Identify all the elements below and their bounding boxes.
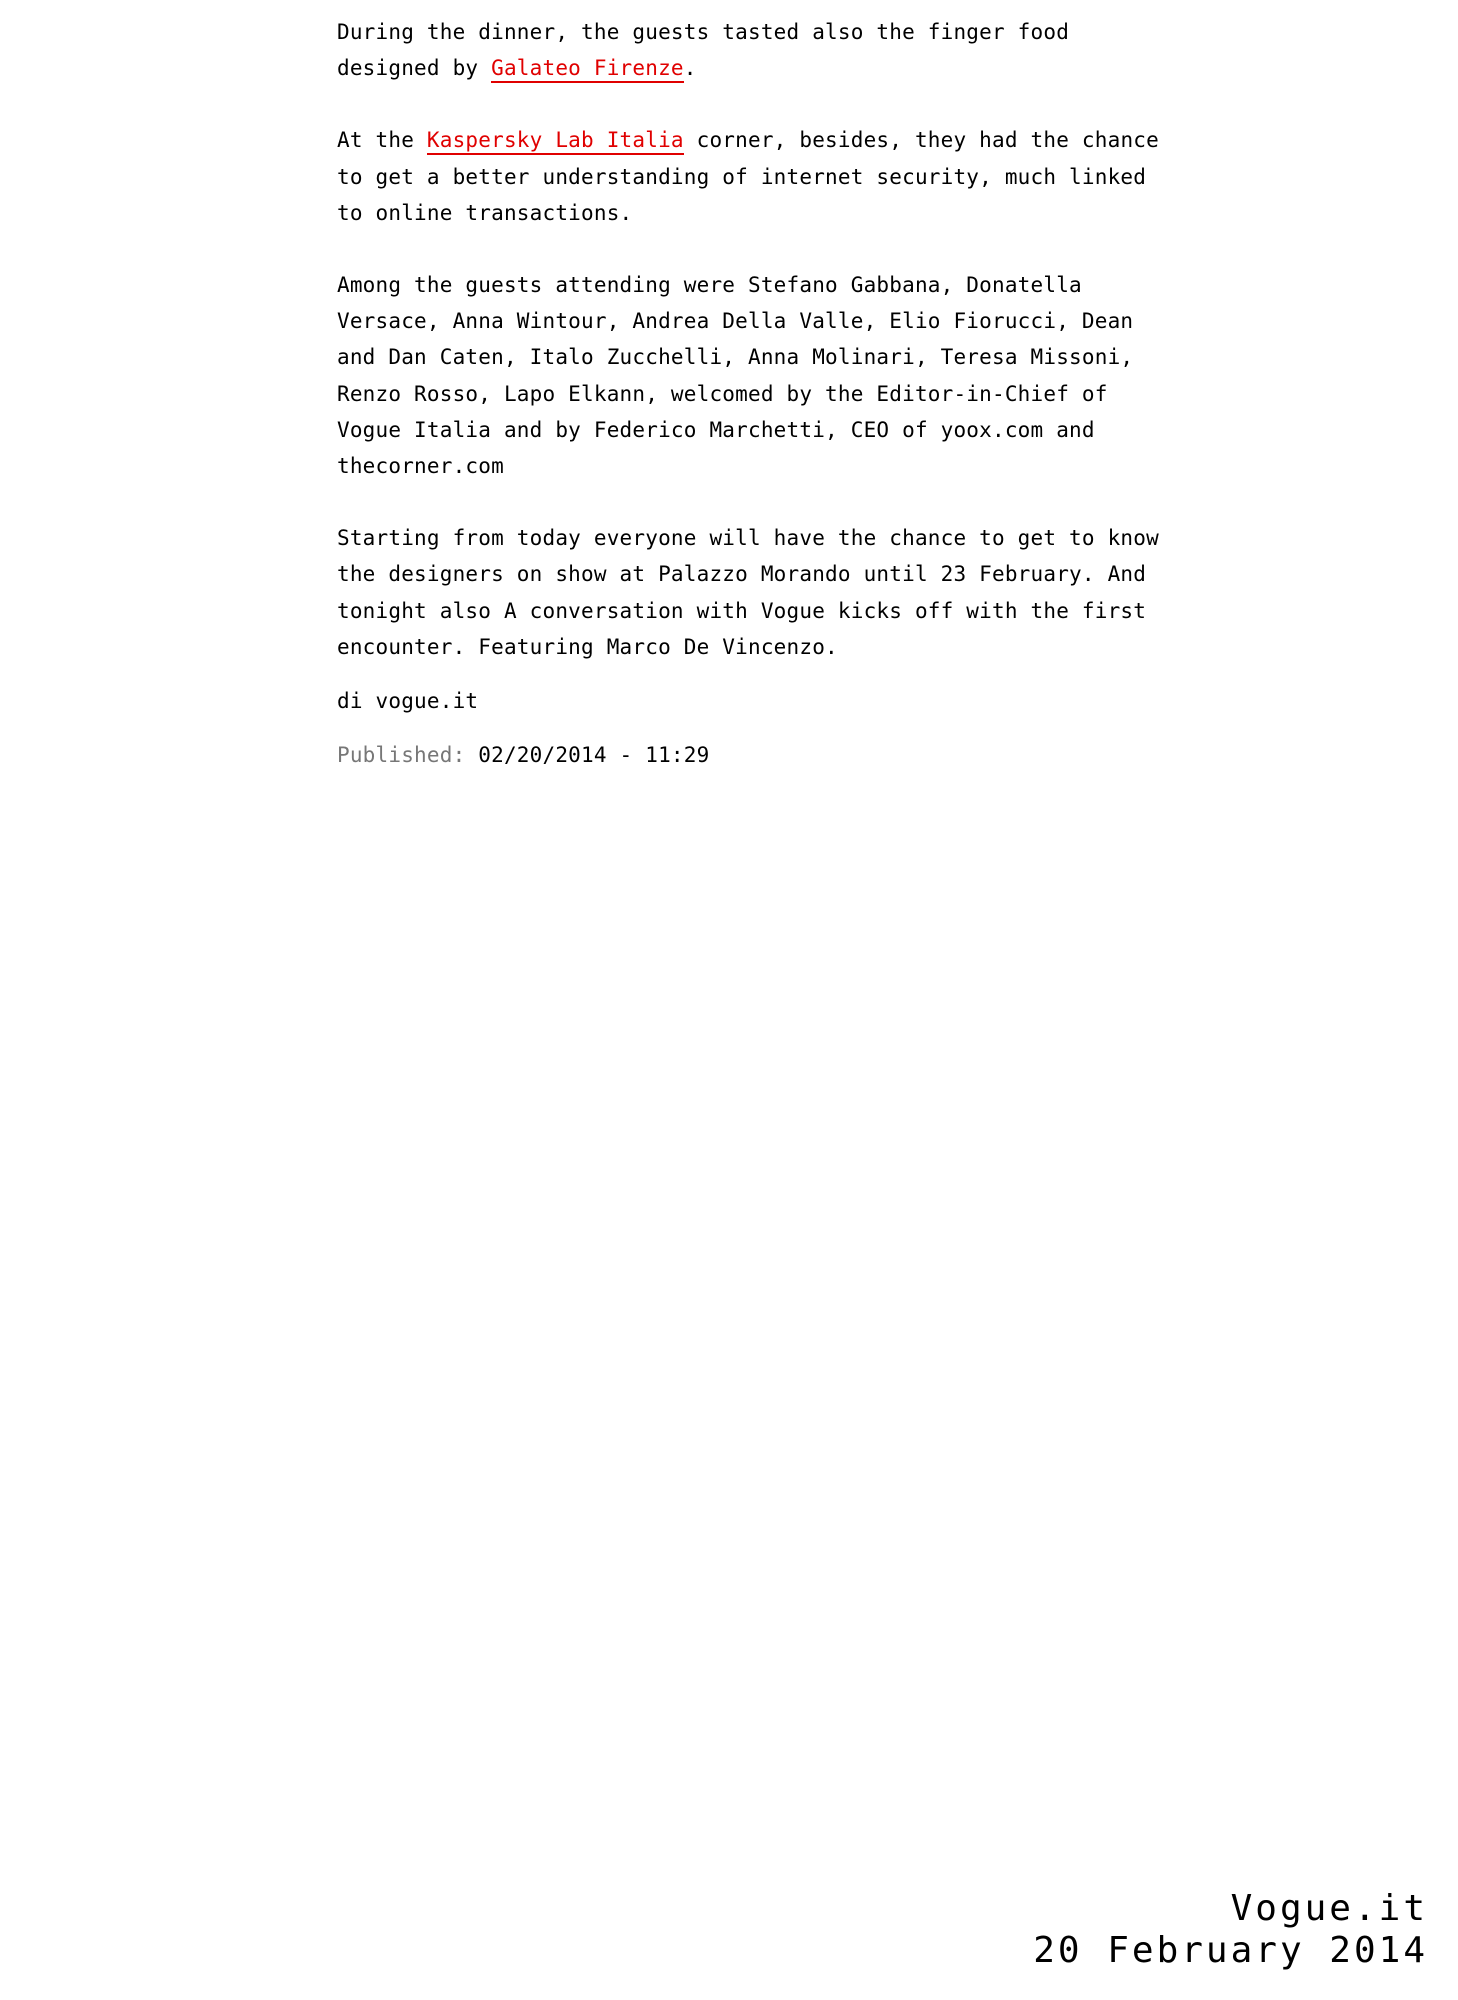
paragraph-guests: Among the guests attending were Stefano Gabbana, Donatella Versace, Anna Wintour, Andrea Della Valle, Elio Fiorucci, Dean and Dan Caten, Italo Zucchelli, Anna Molinari, Teresa Missoni, Renzo Rosso, Lapo Elkann, welcomed by the Editor-in-Chief of Vogue Italia and by Federico Marchetti, CEO of yoox.com and thecorner.com (337, 273, 1134, 479)
paragraph-text: At the (337, 128, 427, 153)
footer-date: 20 February 2014 (1033, 1930, 1428, 1971)
paragraph-text: . (683, 56, 697, 81)
paragraph-text: During the dinner, the guests tasted also the finger food designed by (337, 20, 1070, 81)
article-body (337, 14, 1177, 809)
article-source: di vogue.it (337, 689, 479, 714)
paragraph-finger-food (337, 14, 1177, 86)
published-label: Published: (337, 743, 466, 768)
paragraph-kaspersky (337, 122, 1177, 231)
published-value: 02/20/2014 - 11:29 (465, 743, 710, 768)
paragraph-designers-on-show: Starting from today everyone will have the chance to get to know the designers on show at Palazzo Morando until 23 February. And tonight also A conversation with Vogue kicks off with the first encounter. Featuring Marco De Vincenzo. (337, 526, 1159, 659)
published-date (337, 737, 1177, 773)
galateo-firenze-link[interactable]: Galateo Firenze (491, 56, 684, 83)
kaspersky-lab-italia-link[interactable]: Kaspersky Lab Italia (427, 128, 684, 155)
paragraph-text: corner, besides, they had the chance to get a better understanding of internet security, much linked to online transactions. (337, 128, 1159, 225)
footer-source: Vogue.it (1230, 1888, 1428, 1929)
clipping-footer (1033, 1888, 1428, 1972)
